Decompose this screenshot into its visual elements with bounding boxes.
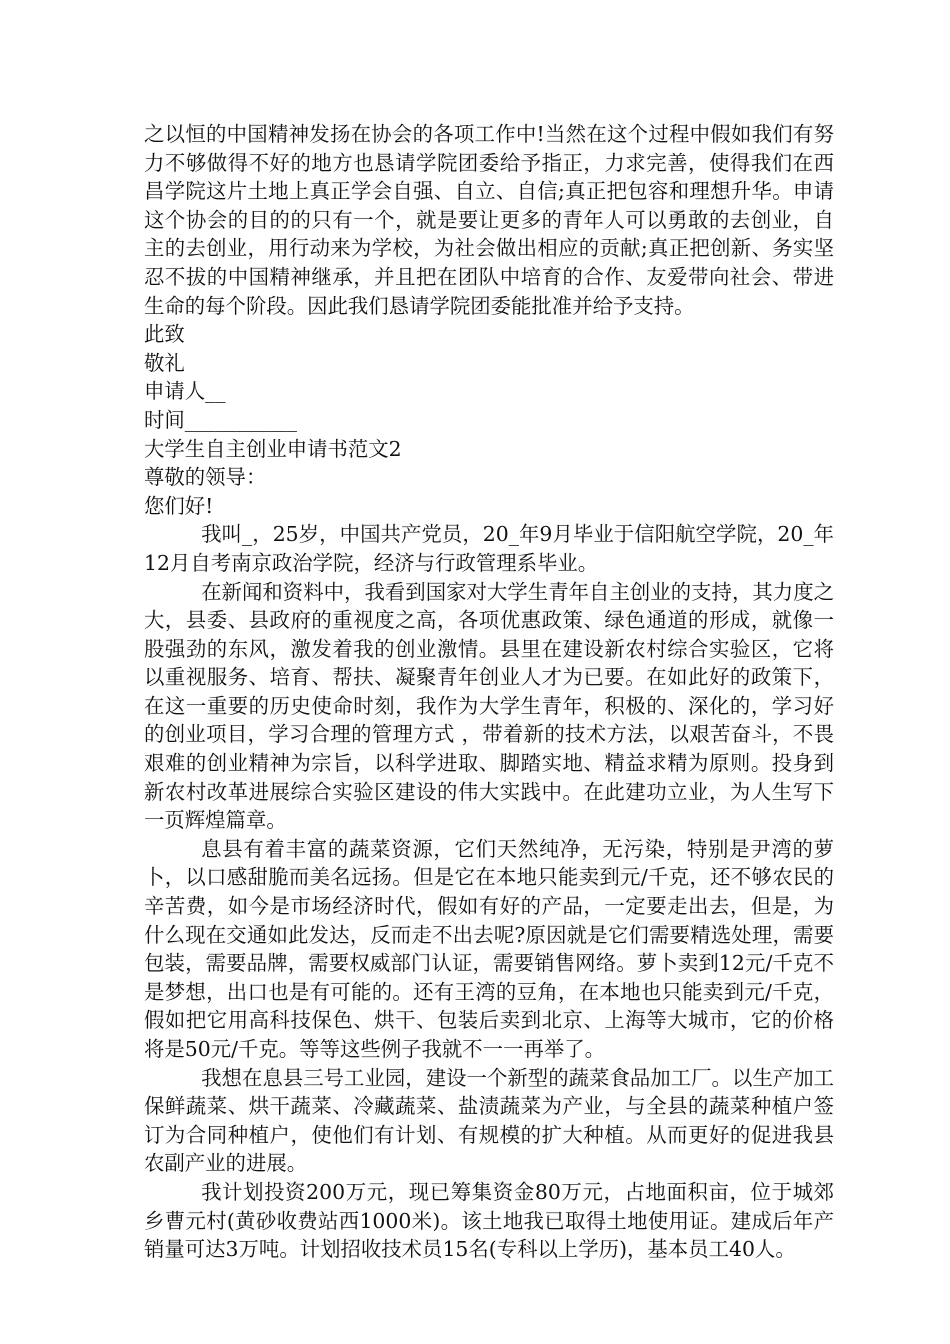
- paragraph-plant: 我想在息县三号工业园，建设一个新型的蔬菜食品加工厂。以生产加工保鲜蔬菜、烘干蔬菜、冷藏蔬菜、盐渍蔬菜为产业，与全县的蔬菜种植户签订为合同种植户，使他们有计划、有规模的扩大种植。从而更好的促进我县农副产业的进展。: [144, 1065, 834, 1176]
- closing-line-1: 此致: [144, 322, 185, 347]
- paragraph-resources: 息县有着丰富的蔬菜资源，它们天然纯净，无污染，特别是尹湾的萝卜，以口感甜脆而美名远扬。但是它在本地只能卖到元/千克，还不够农民的辛苦费，如今是市场经济时代，假如有好的产品，一定要走出去，但是，为什么现在交通如此发达，反而走不出去呢?原因就是它们需要精选处理，需要包装，需要品牌，需要权威部门认证，需要销售网络。萝卜卖到12元/千克不是梦想，出口也是有可能的。还有王湾的豆角，在本地也只能卖到元/千克，假如把它用高科技保色、烘干、包装后卖到北京、上海等大城市，它的价格将是50元/千克。等等这些例子我就不一一再举了。: [144, 836, 834, 1061]
- document-page: [144, 120, 834, 1264]
- applicant-line: 申请人__: [144, 379, 226, 404]
- salutation-line: 尊敬的领导：: [144, 465, 267, 490]
- paragraph-investment: 我计划投资200万元，现已筹集资金80万元，占地面积亩，位于城郊乡曹元村(黄砂收费站西1000米)。该土地我已取得土地使用证。建成后年产销量可达3万吨。计划招收技术员15名(专科以上学历)，基本员工40人。: [144, 1179, 834, 1262]
- date-line: 时间___________: [144, 407, 297, 432]
- paragraph-intro: 之以恒的中国精神发扬在协会的各项工作中!当然在这个过程中假如我们有努力不够做得不好的地方也恳请学院团委给予指正，力求完善，使得我们在西昌学院这片土地上真正学会自强、自立、自信;真正把包容和理想升华。申请这个协会的目的的只有一个，就是要让更多的青年人可以勇敢的去创业，自主的去创业，用行动来为学校，为社会做出相应的贡献;真正把创新、务实坚忍不拔的中国精神继承，并且把在团队中培育的合作、友爱带向社会、带进生命的每个阶段。因此我们恳请学院团委能批准并给予支持。: [144, 122, 834, 318]
- paragraph-policy: 在新闻和资料中，我看到国家对大学生青年自主创业的支持，其力度之大，县委、县政府的重视度之高，各项优惠政策、绿色通道的形成，就像一股强劲的东风，激发着我的创业激情。县里在建设新农村综合实验区，它将以重视服务、培育、帮扶、凝聚青年创业人才为已要。在如此好的政策下，在这一重要的历史使命时刻，我作为大学生青年，积极的、深化的，学习好的创业项目，学习合理的管理方式 ，带着新的技术方法，以艰苦奋斗，不畏艰难的创业精神为宗旨，以科学进取、脚踏实地、精益求精为原则。投身到新农村改革进展综合实验区建设的伟大实践中。在此建功立业，为人生写下一页辉煌篇章。: [144, 579, 834, 833]
- greeting-line: 您们好!: [144, 493, 214, 518]
- closing-line-2: 敬礼: [144, 350, 185, 375]
- section-heading: 大学生自主创业申请书范文2: [144, 436, 402, 461]
- paragraph-self-intro: 我叫_，25岁，中国共产党员，20_年9月毕业于信阳航空学院，20_年12月自考南京政治学院，经济与行政管理系毕业。: [144, 522, 834, 575]
